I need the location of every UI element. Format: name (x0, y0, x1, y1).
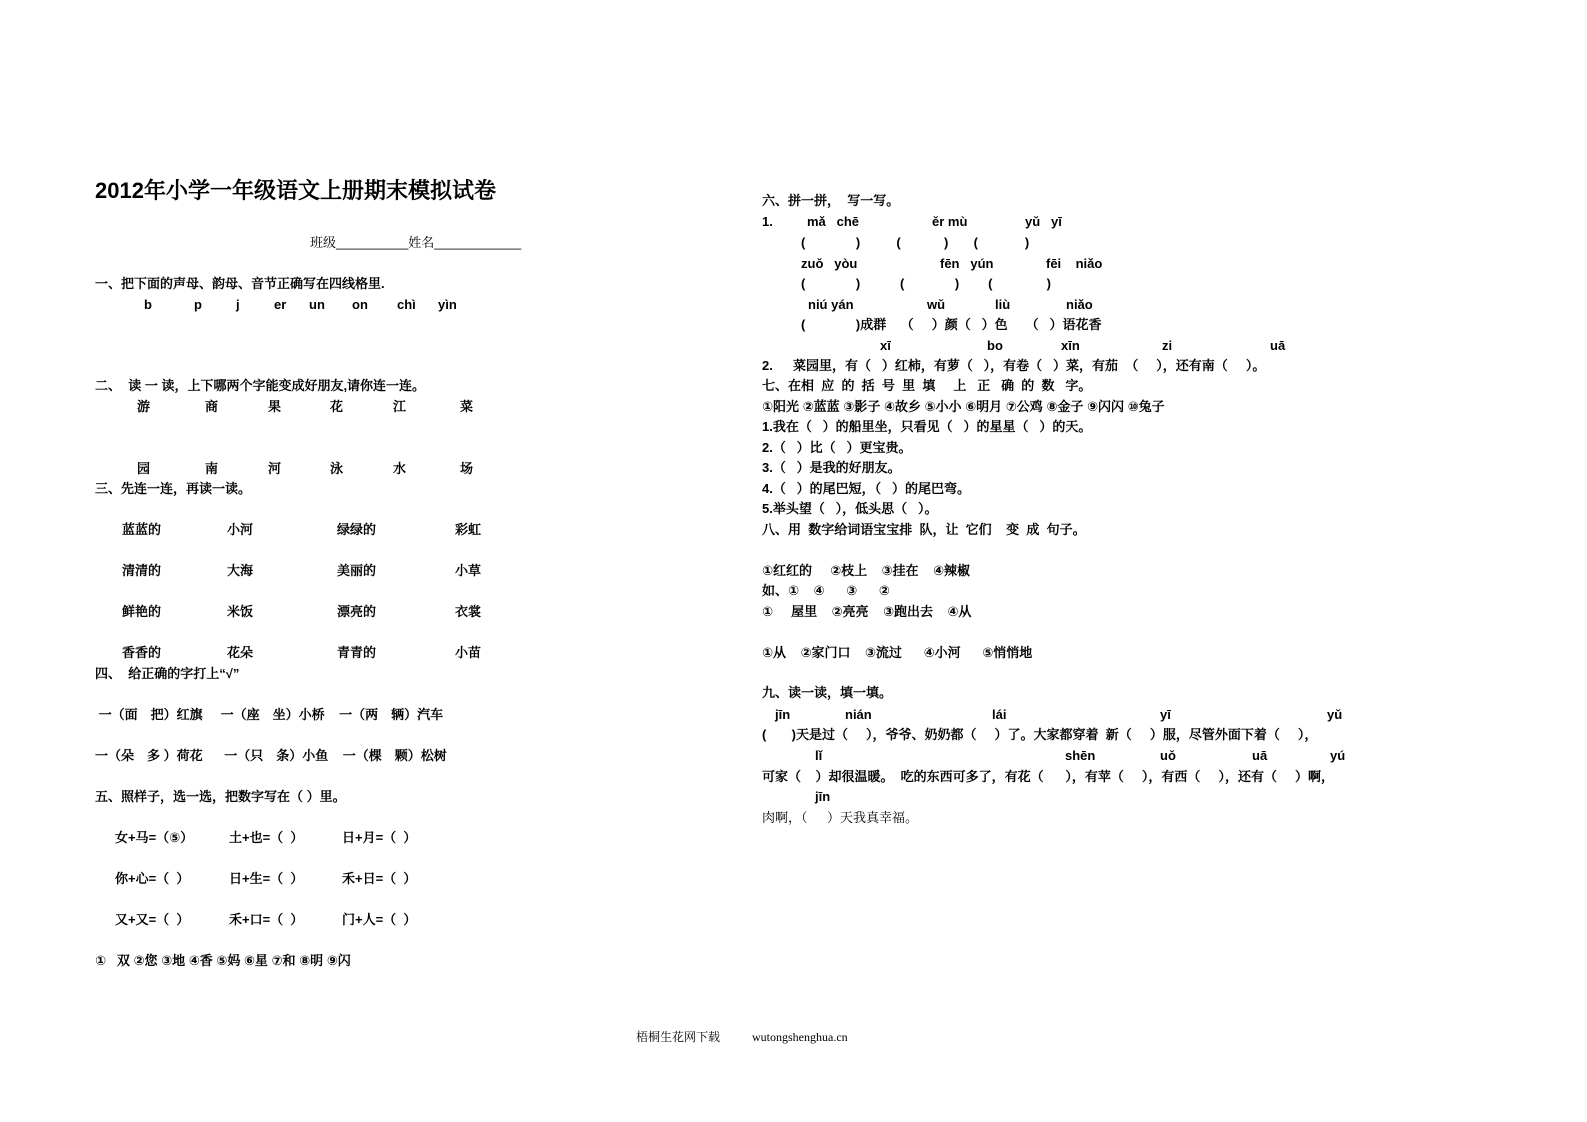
answer-brackets: ( )成群 （ ）颜（ ）色 （ ）语花香 (801, 317, 1102, 332)
pinyin: bo (987, 338, 1003, 353)
char-bottom: 场 (460, 461, 474, 476)
pinyin: xīn (1061, 338, 1080, 353)
section-9-heading: 九、读一读，填一填。 (762, 685, 893, 700)
question-number: 1. (762, 214, 773, 229)
phonetic-item: chì (397, 297, 416, 312)
char-top: 江 (393, 399, 407, 414)
section-6-heading: 六、拼一拼， 写一写。 (762, 193, 900, 208)
question-number: 2. (762, 358, 773, 373)
pinyin: lǐ (815, 748, 823, 763)
char-bottom: 园 (137, 461, 151, 476)
section-8-heading: 八、用 数字给词语宝宝排 队，让 它们 变 成 句子。 (762, 522, 1086, 537)
section-1-heading: 一、把下面的声母、韵母、音节正确写在四线格里. (95, 276, 385, 291)
char-top: 游 (137, 399, 151, 414)
class-name-line: 班级__________姓名____________ (310, 235, 522, 250)
ordering-row: ① 屋里 ②亮亮 ③跑出去 ④从 (762, 604, 972, 619)
equation: 土+也=（ ） (229, 830, 304, 845)
fill-sentence: 5.举头望（ ），低头思（ ）。 (762, 501, 938, 516)
char-top: 菜 (460, 399, 474, 414)
answer-brackets: ( ) ( ) ( ) (801, 235, 1030, 250)
match-word: 衣裳 (455, 604, 482, 619)
equation: 日+月=（ ） (342, 830, 417, 845)
section-7-heading: 七、在相 应 的 括 号 里 填 上 正 确 的 数 字。 (762, 378, 1092, 393)
phonetic-item: p (194, 297, 202, 312)
phonetic-item: b (144, 297, 152, 312)
pinyin: uǒ (1160, 748, 1176, 763)
pinyin: xī (880, 338, 891, 353)
pinyin: zuǒ yòu (801, 256, 858, 271)
phonetic-item: on (352, 297, 368, 312)
pinyin: fēn yún (940, 256, 994, 271)
equation: 女+马=（⑤） (115, 830, 194, 845)
pinyin: mǎ chē (807, 214, 860, 229)
pinyin: fēi niǎo (1046, 256, 1103, 271)
equation: 你+心=（ ） (115, 871, 190, 886)
match-word: 米饭 (227, 604, 254, 619)
match-word: 美丽的 (337, 563, 377, 578)
choice-row: 一（朵 多 ）荷花 一（只 条）小鱼 一（棵 颗）松树 (95, 748, 447, 763)
char-bottom: 泳 (330, 461, 344, 476)
pinyin: yī (1160, 707, 1171, 722)
equation: 门+人=（ ） (342, 912, 417, 927)
fill-sentence: 3.（ ）是我的好朋友。 (762, 460, 901, 475)
equation: 又+又=（ ） (115, 912, 190, 927)
match-word: 清清的 (122, 563, 162, 578)
pinyin: jīn (815, 789, 831, 804)
char-top: 花 (330, 399, 344, 414)
pinyin: yǔ (1327, 707, 1343, 722)
pinyin: nián (845, 707, 872, 722)
match-word: 蓝蓝的 (122, 522, 162, 537)
match-word: 小草 (455, 563, 482, 578)
pinyin: yǔ yī (1025, 214, 1062, 229)
pinyin: yú (1330, 748, 1346, 763)
pinyin: jīn (775, 707, 791, 722)
fill-sentence: 4.（ ）的尾巴短，（ ）的尾巴弯。 (762, 481, 971, 496)
section-3-heading: 三、先连一连，再读一读。 (95, 481, 252, 496)
fill-sentence: 2.（ ）比（ ）更宝贵。 (762, 440, 912, 455)
pinyin: uā (1270, 338, 1286, 353)
footer-url[interactable]: wutongshenghua.cn (752, 1030, 848, 1044)
equation: 日+生=（ ） (229, 871, 304, 886)
match-word: 绿绿的 (337, 522, 377, 537)
ordering-row: ①从 ②家门口 ③流过 ④小河 ⑤悄悄地 (762, 645, 1033, 660)
match-word: 青青的 (337, 645, 377, 660)
equation-options: ① 双 ②您 ③地 ④香 ⑤妈 ⑥星 ⑦和 ⑧明 ⑨闪 (95, 953, 351, 968)
pinyin: ěr mù (932, 214, 968, 229)
phonetic-item: yìn (438, 297, 457, 312)
pinyin: niú yán (808, 297, 854, 312)
ordering-row: 如、① ④ ③ ② (762, 583, 890, 598)
char-bottom: 河 (268, 461, 282, 476)
pinyin: wǔ (927, 297, 946, 312)
char-top: 商 (205, 399, 219, 414)
match-word: 香香的 (122, 645, 162, 660)
char-top: 果 (268, 399, 282, 414)
footer-site-name: 梧桐生花网下载 (636, 1030, 721, 1044)
section-2-heading: 二、 读 一 读，上下哪两个字能变成好朋友,请你连一连。 (95, 378, 426, 393)
fill-sentence: 1.我在（ ）的船里坐，只看见（ ）的星星（ ）的天。 (762, 419, 1092, 434)
match-word: 小苗 (455, 645, 482, 660)
section-5-heading: 五、照样子，选一选，把数字写在（ ）里。 (95, 789, 346, 804)
passage-line: 肉啊，（ ）天我真幸福。 (762, 810, 919, 825)
passage-line: ( )天是过（ ），爷爷、奶奶都（ ）了。大家都穿着 新（ ）服，尽管外面下着（ ）， (762, 727, 1318, 742)
char-bottom: 水 (393, 461, 407, 476)
word-options: ①阳光 ②蓝蓝 ③影子 ④故乡 ⑤小小 ⑥明月 ⑦公鸡 ⑧金子 ⑨闪闪 ⑩兔子 (762, 399, 1165, 414)
page-title: 2012年小学一年级语文上册期末模拟试卷 (95, 178, 496, 203)
answer-brackets: ( ) ( ) ( ) (801, 276, 1051, 291)
phonetic-item: er (274, 297, 287, 312)
phonetic-item: j (236, 297, 240, 312)
pinyin: niǎo (1066, 297, 1093, 312)
match-word: 漂亮的 (337, 604, 377, 619)
pinyin: lái (992, 707, 1007, 722)
match-word: 花朵 (227, 645, 254, 660)
pinyin: zi (1162, 338, 1173, 353)
pinyin: liù (995, 297, 1011, 312)
ordering-row: ①红红的 ②枝上 ③挂在 ④辣椒 (762, 563, 970, 578)
pinyin: uā (1252, 748, 1268, 763)
equation: 禾+日=（ ） (342, 871, 417, 886)
phonetic-item: un (309, 297, 325, 312)
match-word: 大海 (227, 563, 254, 578)
section-4-heading: 四、 给正确的字打上“√” (95, 666, 240, 681)
match-word: 小河 (227, 522, 254, 537)
equation: 禾+口=（ ） (229, 912, 304, 927)
match-word: 彩虹 (455, 522, 482, 537)
char-bottom: 南 (205, 461, 219, 476)
choice-row: 一（面 把）红旗 一（座 坐）小桥 一（两 辆）汽车 (95, 707, 444, 722)
passage-line: 可家（ ）却很温暖。 吃的东西可多了，有花（ ），有苹（ ），有西（ ），还有（ ）啊， (762, 769, 1335, 784)
match-word: 鲜艳的 (122, 604, 162, 619)
fill-sentence: 菜园里，有（ ）红柿，有萝（ ），有卷（ ）菜，有茄 （ ），还有南（ ）。 (793, 358, 1266, 373)
pinyin: shēn (1065, 748, 1096, 763)
